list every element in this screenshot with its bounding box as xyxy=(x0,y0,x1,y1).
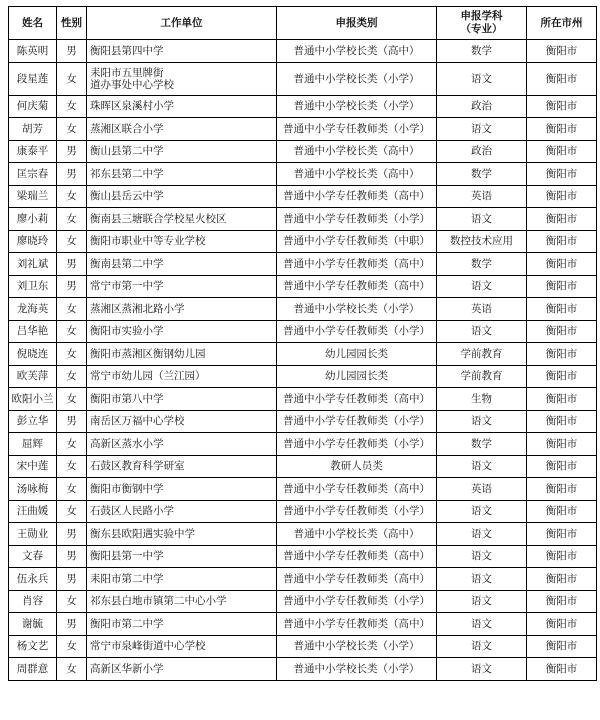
cell-city: 衡阳市 xyxy=(527,635,597,658)
cell-subject: 生物 xyxy=(437,388,527,411)
cell-city: 衡阳市 xyxy=(527,253,597,276)
header-gender: 性别 xyxy=(57,7,87,40)
cell-city: 衡阳市 xyxy=(527,118,597,141)
table-row xyxy=(9,545,597,568)
cell-city: 衡阳市 xyxy=(527,388,597,411)
cell-name: 欧芙萍 xyxy=(9,365,57,388)
cell-city: 衡阳市 xyxy=(527,658,597,681)
cell-name: 刘卫东 xyxy=(9,275,57,298)
cell-gender: 女 xyxy=(57,118,87,141)
cell-gender: 女 xyxy=(57,320,87,343)
cell-subject: 语文 xyxy=(437,275,527,298)
table-row xyxy=(9,523,597,546)
cell-category: 普通中小学专任教师类（中职） xyxy=(277,230,437,253)
cell-category: 普通中小学校长类（小学） xyxy=(277,95,437,118)
cell-name: 匡宗春 xyxy=(9,163,57,186)
cell-city: 衡阳市 xyxy=(527,62,597,95)
cell-category: 普通中小学专任教师类（小学） xyxy=(277,208,437,231)
cell-name: 周群意 xyxy=(9,658,57,681)
cell-unit: 石鼓区教育科学研室 xyxy=(87,455,277,478)
table-row xyxy=(9,635,597,658)
cell-category: 普通中小学校长类（高中） xyxy=(277,40,437,63)
table-row xyxy=(9,658,597,681)
cell-unit: 常宁市泉峰街道中心学校 xyxy=(87,635,277,658)
cell-name: 倪晓连 xyxy=(9,343,57,366)
cell-gender: 男 xyxy=(57,545,87,568)
cell-name: 廖晓玲 xyxy=(9,230,57,253)
table-body xyxy=(9,40,597,681)
table-row xyxy=(9,118,597,141)
cell-name: 康泰平 xyxy=(9,140,57,163)
table-row xyxy=(9,62,597,95)
cell-city: 衡阳市 xyxy=(527,230,597,253)
cell-city: 衡阳市 xyxy=(527,545,597,568)
cell-unit: 蒸湘区联合小学 xyxy=(87,118,277,141)
cell-category: 幼儿园园长类 xyxy=(277,343,437,366)
cell-name: 廖小莉 xyxy=(9,208,57,231)
cell-category: 普通中小学专任教师类（高中） xyxy=(277,275,437,298)
cell-city: 衡阳市 xyxy=(527,410,597,433)
cell-city: 衡阳市 xyxy=(527,95,597,118)
cell-unit: 蒸湘区蒸湘北路小学 xyxy=(87,298,277,321)
cell-unit: 衡阳市职业中等专业学校 xyxy=(87,230,277,253)
cell-subject: 数控技术应用 xyxy=(437,230,527,253)
cell-name: 何庆菊 xyxy=(9,95,57,118)
cell-subject: 英语 xyxy=(437,185,527,208)
table-row xyxy=(9,298,597,321)
cell-city: 衡阳市 xyxy=(527,185,597,208)
table-row xyxy=(9,455,597,478)
table-row xyxy=(9,568,597,591)
cell-subject: 学前教育 xyxy=(437,343,527,366)
cell-unit: 衡阳市蒸湘区衡钢幼儿园 xyxy=(87,343,277,366)
cell-city: 衡阳市 xyxy=(527,433,597,456)
applicant-table-wrapper xyxy=(8,6,597,681)
table-row xyxy=(9,410,597,433)
cell-gender: 女 xyxy=(57,185,87,208)
header-subject-line2: （专业） xyxy=(460,23,503,35)
cell-city: 衡阳市 xyxy=(527,613,597,636)
cell-gender: 女 xyxy=(57,500,87,523)
cell-subject: 语文 xyxy=(437,545,527,568)
cell-gender: 男 xyxy=(57,275,87,298)
cell-city: 衡阳市 xyxy=(527,568,597,591)
cell-category: 教研人员类 xyxy=(277,455,437,478)
cell-subject: 语文 xyxy=(437,568,527,591)
cell-unit: 南岳区万福中心学校 xyxy=(87,410,277,433)
cell-subject: 数学 xyxy=(437,40,527,63)
cell-subject: 英语 xyxy=(437,298,527,321)
cell-unit-line1: 耒阳市五里牌街 xyxy=(90,66,164,79)
table-row xyxy=(9,208,597,231)
cell-subject: 语文 xyxy=(437,62,527,95)
cell-unit: 耒阳市第二中学 xyxy=(87,568,277,591)
cell-unit xyxy=(87,62,277,95)
cell-category: 普通中小学专任教师类（高中） xyxy=(277,388,437,411)
cell-subject: 语文 xyxy=(437,658,527,681)
cell-unit: 衡南县第二中学 xyxy=(87,253,277,276)
cell-city: 衡阳市 xyxy=(527,523,597,546)
cell-subject: 数学 xyxy=(437,433,527,456)
cell-subject: 语文 xyxy=(437,500,527,523)
cell-unit: 石鼓区人民路小学 xyxy=(87,500,277,523)
cell-gender: 女 xyxy=(57,230,87,253)
cell-gender: 男 xyxy=(57,40,87,63)
cell-name: 伍永兵 xyxy=(9,568,57,591)
cell-subject: 语文 xyxy=(437,410,527,433)
applicant-table xyxy=(8,6,597,681)
table-row xyxy=(9,140,597,163)
cell-category: 普通中小学专任教师类（高中） xyxy=(277,568,437,591)
cell-city: 衡阳市 xyxy=(527,343,597,366)
table-row xyxy=(9,388,597,411)
cell-category: 普通中小学校长类（高中） xyxy=(277,163,437,186)
header-unit: 工作单位 xyxy=(87,7,277,40)
cell-gender: 女 xyxy=(57,365,87,388)
cell-subject: 数学 xyxy=(437,163,527,186)
cell-category: 普通中小学专任教师类（小学） xyxy=(277,500,437,523)
cell-unit: 衡山县岳云中学 xyxy=(87,185,277,208)
cell-city: 衡阳市 xyxy=(527,140,597,163)
cell-category: 普通中小学专任教师类（高中） xyxy=(277,185,437,208)
cell-unit: 衡阳市实验小学 xyxy=(87,320,277,343)
cell-category: 普通中小学校长类（小学） xyxy=(277,658,437,681)
table-row xyxy=(9,230,597,253)
cell-category: 幼儿园园长类 xyxy=(277,365,437,388)
cell-name: 杨文艺 xyxy=(9,635,57,658)
cell-category: 普通中小学专任教师类（小学） xyxy=(277,433,437,456)
cell-name: 汤咏梅 xyxy=(9,478,57,501)
cell-unit: 珠晖区泉溪村小学 xyxy=(87,95,277,118)
cell-subject: 政治 xyxy=(437,140,527,163)
cell-name: 段星莲 xyxy=(9,62,57,95)
cell-unit-line2: 道办事处中心学校 xyxy=(90,78,174,91)
cell-subject: 英语 xyxy=(437,478,527,501)
cell-gender: 女 xyxy=(57,208,87,231)
cell-unit: 衡阳市第二中学 xyxy=(87,613,277,636)
header-category: 申报类别 xyxy=(277,7,437,40)
header-city: 所在市州 xyxy=(527,7,597,40)
cell-unit: 衡山县第二中学 xyxy=(87,140,277,163)
cell-category: 普通中小学专任教师类（高中） xyxy=(277,613,437,636)
cell-category: 普通中小学专任教师类（小学） xyxy=(277,590,437,613)
cell-gender: 女 xyxy=(57,95,87,118)
cell-unit: 常宁市第一中学 xyxy=(87,275,277,298)
table-row xyxy=(9,163,597,186)
cell-name: 陈英明 xyxy=(9,40,57,63)
cell-subject: 语文 xyxy=(437,455,527,478)
table-row xyxy=(9,253,597,276)
table-row xyxy=(9,320,597,343)
table-row xyxy=(9,95,597,118)
cell-name: 刘礼斌 xyxy=(9,253,57,276)
cell-name: 肖容 xyxy=(9,590,57,613)
cell-gender: 男 xyxy=(57,523,87,546)
cell-city: 衡阳市 xyxy=(527,163,597,186)
cell-gender: 男 xyxy=(57,410,87,433)
table-row xyxy=(9,365,597,388)
cell-gender: 女 xyxy=(57,298,87,321)
table-row xyxy=(9,478,597,501)
cell-city: 衡阳市 xyxy=(527,500,597,523)
cell-city: 衡阳市 xyxy=(527,478,597,501)
cell-gender: 男 xyxy=(57,253,87,276)
cell-city: 衡阳市 xyxy=(527,40,597,63)
cell-name: 王勋业 xyxy=(9,523,57,546)
cell-gender: 女 xyxy=(57,343,87,366)
table-row xyxy=(9,343,597,366)
table-row xyxy=(9,185,597,208)
cell-unit: 衡阳市第八中学 xyxy=(87,388,277,411)
cell-category: 普通中小学专任教师类（高中） xyxy=(277,478,437,501)
table-row xyxy=(9,500,597,523)
cell-category: 普通中小学校长类（高中） xyxy=(277,523,437,546)
cell-subject: 语文 xyxy=(437,118,527,141)
table-row xyxy=(9,40,597,63)
cell-subject: 数学 xyxy=(437,253,527,276)
cell-city: 衡阳市 xyxy=(527,365,597,388)
cell-name: 汪曲媛 xyxy=(9,500,57,523)
cell-gender: 男 xyxy=(57,163,87,186)
cell-gender: 女 xyxy=(57,433,87,456)
cell-gender: 男 xyxy=(57,568,87,591)
table-row xyxy=(9,275,597,298)
cell-category: 普通中小学校长类（小学） xyxy=(277,635,437,658)
cell-city: 衡阳市 xyxy=(527,208,597,231)
cell-name: 文春 xyxy=(9,545,57,568)
cell-category: 普通中小学校长类（高中） xyxy=(277,140,437,163)
cell-name: 彭立华 xyxy=(9,410,57,433)
cell-name: 梁瑞兰 xyxy=(9,185,57,208)
cell-subject: 语文 xyxy=(437,635,527,658)
cell-gender: 女 xyxy=(57,388,87,411)
cell-gender: 女 xyxy=(57,62,87,95)
cell-gender: 女 xyxy=(57,455,87,478)
cell-unit: 祁东县白地市镇第二中心小学 xyxy=(87,590,277,613)
cell-city: 衡阳市 xyxy=(527,590,597,613)
cell-name: 屈辉 xyxy=(9,433,57,456)
cell-gender: 女 xyxy=(57,635,87,658)
header-name: 姓名 xyxy=(9,7,57,40)
cell-name: 胡芳 xyxy=(9,118,57,141)
cell-unit: 衡阳县第四中学 xyxy=(87,40,277,63)
header-subject-line1: 申报学科 xyxy=(460,10,503,22)
cell-category: 普通中小学校长类（小学） xyxy=(277,62,437,95)
cell-unit: 高新区蒸水小学 xyxy=(87,433,277,456)
cell-category: 普通中小学专任教师类（小学） xyxy=(277,320,437,343)
table-row xyxy=(9,590,597,613)
cell-subject: 政治 xyxy=(437,95,527,118)
cell-city: 衡阳市 xyxy=(527,320,597,343)
table-row xyxy=(9,433,597,456)
cell-unit: 常宁市幼儿园（兰江园） xyxy=(87,365,277,388)
cell-name: 欧阳小兰 xyxy=(9,388,57,411)
header-row xyxy=(9,7,597,40)
cell-city: 衡阳市 xyxy=(527,455,597,478)
cell-category: 普通中小学专任教师类（小学） xyxy=(277,410,437,433)
cell-subject: 语文 xyxy=(437,613,527,636)
cell-subject: 语文 xyxy=(437,590,527,613)
cell-unit: 衡东县欧阳遇实验中学 xyxy=(87,523,277,546)
cell-unit: 高新区华新小学 xyxy=(87,658,277,681)
cell-category: 普通中小学专任教师类（高中） xyxy=(277,253,437,276)
cell-gender: 男 xyxy=(57,140,87,163)
cell-subject: 语文 xyxy=(437,320,527,343)
cell-gender: 女 xyxy=(57,590,87,613)
cell-subject: 语文 xyxy=(437,523,527,546)
cell-gender: 女 xyxy=(57,658,87,681)
cell-subject: 学前教育 xyxy=(437,365,527,388)
cell-city: 衡阳市 xyxy=(527,275,597,298)
cell-name: 吕华艳 xyxy=(9,320,57,343)
cell-category: 普通中小学专任教师类（小学） xyxy=(277,118,437,141)
cell-gender: 男 xyxy=(57,613,87,636)
cell-category: 普通中小学校长类（小学） xyxy=(277,298,437,321)
header-subject xyxy=(437,7,527,40)
cell-subject: 语文 xyxy=(437,208,527,231)
cell-unit: 衡南县三塘联合学校星火校区 xyxy=(87,208,277,231)
cell-name: 宋中莲 xyxy=(9,455,57,478)
cell-city: 衡阳市 xyxy=(527,298,597,321)
cell-unit: 衡阳县第一中学 xyxy=(87,545,277,568)
cell-unit: 衡阳市衡钢中学 xyxy=(87,478,277,501)
cell-unit: 祁东县第二中学 xyxy=(87,163,277,186)
cell-category: 普通中小学专任教师类（高中） xyxy=(277,545,437,568)
cell-name: 谢毓 xyxy=(9,613,57,636)
cell-gender: 女 xyxy=(57,478,87,501)
cell-name: 龙海英 xyxy=(9,298,57,321)
table-row xyxy=(9,613,597,636)
